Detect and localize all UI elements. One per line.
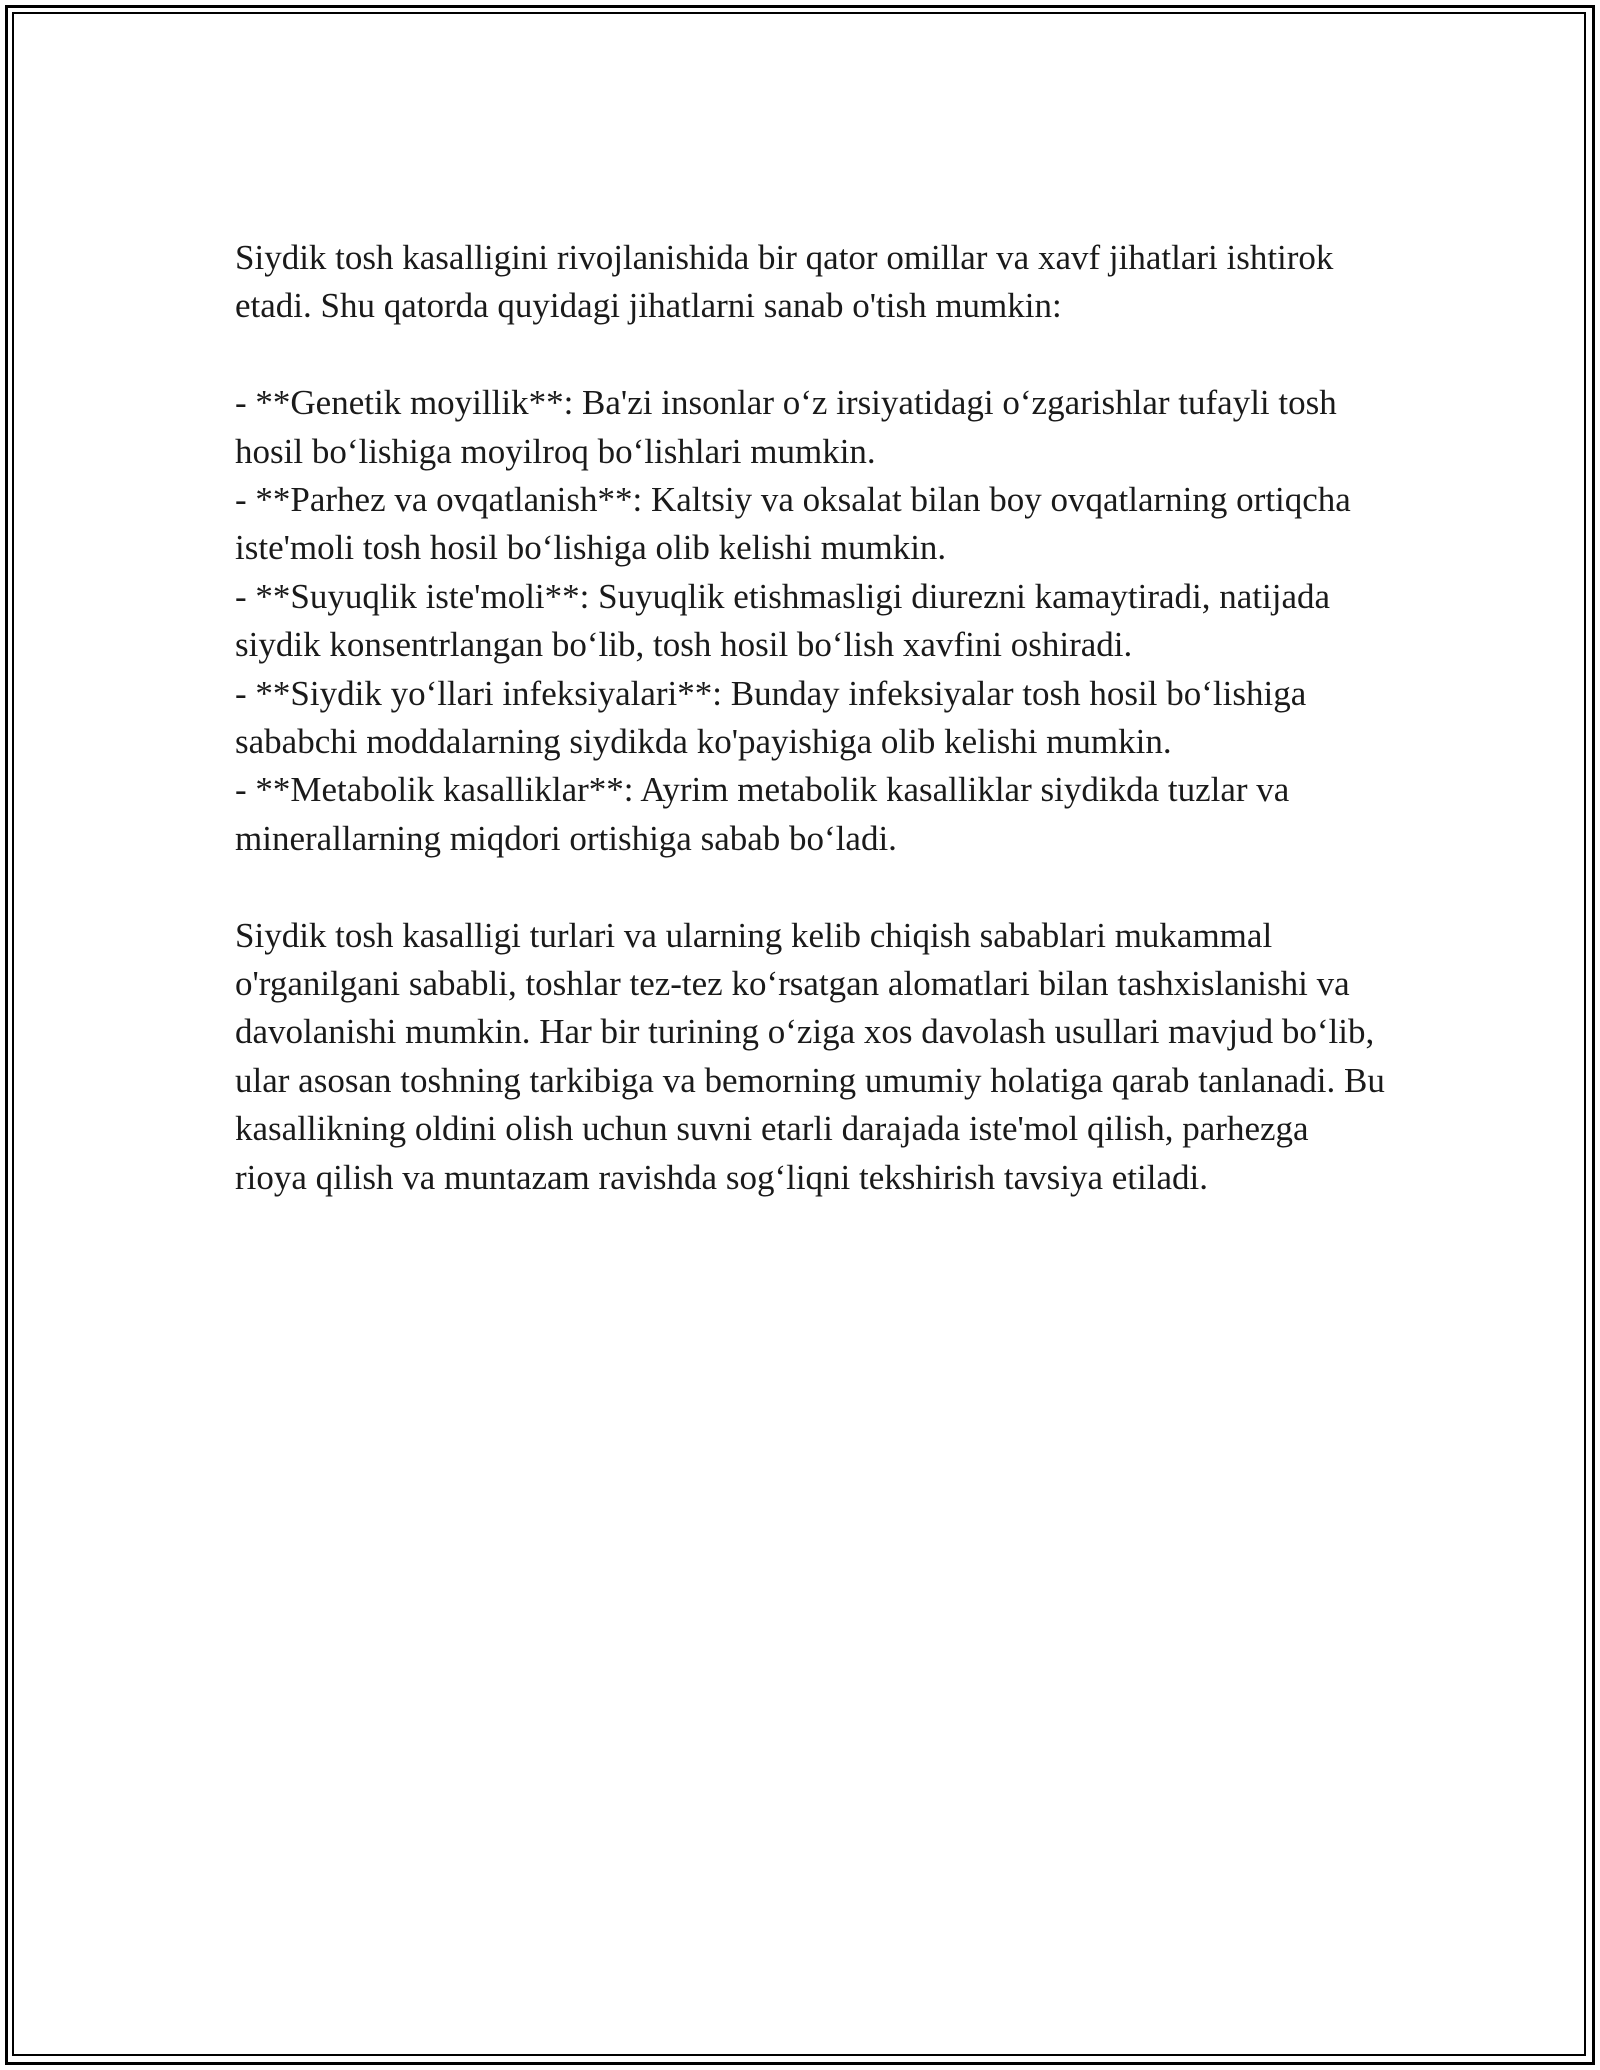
paragraph-spacer — [235, 331, 1385, 379]
risk-factor-fluid-intake: - **Suyuqlik iste'moli**: Suyuqlik etishmasligi diurezni kamaytiradi, natijada siydik konsentrlangan bo‘lib, tosh hosil bo‘lish xavfini oshiradi. — [235, 576, 1331, 665]
risk-factor-metabolic-diseases: - **Metabolik kasalliklar**: Ayrim metabolik kasalliklar siydikda tuzlar va minerallarning miqdori ortishiga sabab bo‘ladi. — [235, 770, 1290, 858]
intro-paragraph: Siydik tosh kasalligini rivojlanishida bir qator omillar va xavf jihatlari ishtirok etadi. Shu qatorda quyidagi jihatlarni sanab o'tish mumkin: — [235, 238, 1334, 326]
paragraph-spacer — [235, 863, 1385, 911]
risk-factor-list — [235, 379, 1385, 863]
risk-factor-diet: - **Parhez va ovqatlanish**: Kaltsiy va oksalat bilan boy ovqatlarning ortiqcha iste'moli tosh hosil bo‘lishiga olib kelishi mumkin. — [235, 480, 1351, 568]
closing-paragraph: Siydik tosh kasalligi turlari va ularning kelib chiqish sabablari mukammal o'rganilgani sababli, toshlar tez-tez ko‘rsatgan alomatlari bilan tashxislanishi va davolanishi mumkin. Har bir turining o‘ziga xos davolash usullari mavjud bo‘lib, ular asosan toshning tarkibiga va bemorning umumiy holatiga qarab tanlanadi. Bu kasallikning oldini olish uchun suvni etarli darajada iste'mol qilish, parhezga rioya qilish va muntazam ravishda sog‘liqni tekshirish tavsiya etiladi. — [235, 915, 1385, 1197]
risk-factor-genetic: - **Genetik moyillik**: Ba'zi insonlar o‘z irsiyatidagi o‘zgarishlar tufayli tosh hosil bo‘lishiga moyilroq bo‘lishlari mumkin. — [235, 383, 1337, 471]
document-body — [235, 234, 1385, 1202]
risk-factor-urinary-infections: - **Siydik yo‘llari infeksiyalari**: Bunday infeksiyalar tosh hosil bo‘lishiga sababchi moddalarning siydikda ko'payishiga olib kelishi mumkin. — [235, 673, 1307, 762]
